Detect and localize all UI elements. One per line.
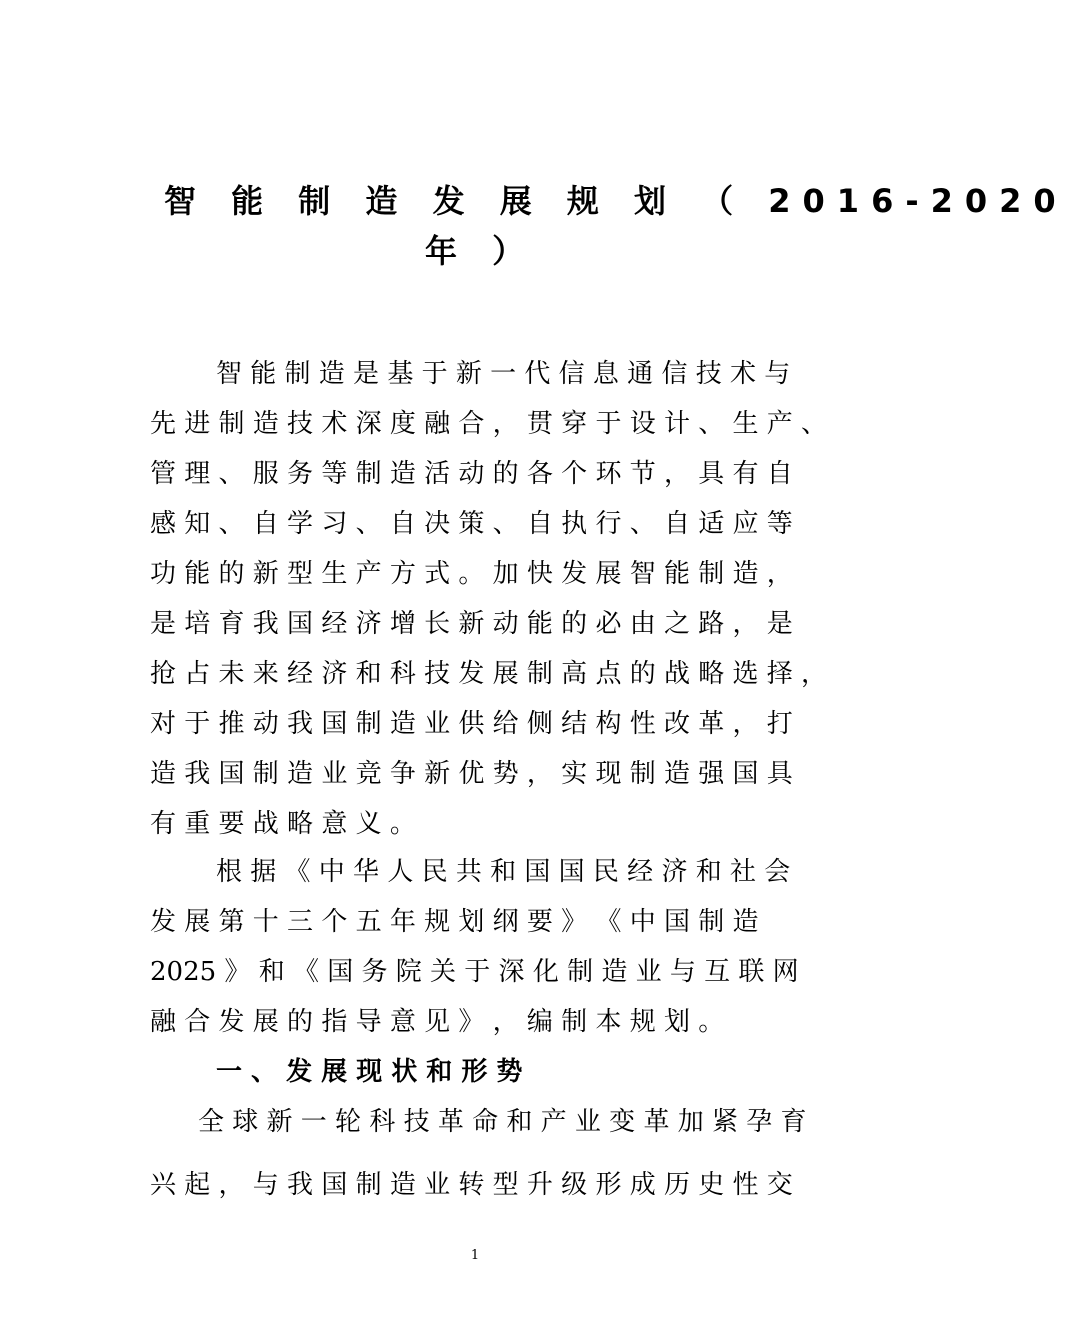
paragraph-line: 造 我 国 制 造 业 竞 争 新 优 势 ， 实 现 制 造 强 国 具 <box>150 759 793 789</box>
paragraph-line: 2025 》 和 《 国 务 院 关 于 深 化 制 造 业 与 互 联 网 <box>150 957 799 987</box>
paragraph-line: 是 培 育 我 国 经 济 增 长 新 动 能 的 必 由 之 路 ， 是 <box>150 609 793 639</box>
section-heading: 一 、 发 展 现 状 和 形 势 <box>216 1057 523 1087</box>
page-number: 1 <box>470 1248 480 1263</box>
paragraph-line: 对 于 推 动 我 国 制 造 业 供 给 侧 结 构 性 改 革 ， 打 <box>150 709 793 739</box>
paragraph-line: 功 能 的 新 型 生 产 方 式 。 加 快 发 展 智 能 制 造 ， <box>150 559 793 589</box>
document-title-line-1: 智 能 制 造 发 展 规 划 （ 2016-2020 <box>164 182 1068 220</box>
paragraph-line: 兴 起 ， 与 我 国 制 造 业 转 型 升 级 形 成 历 史 性 交 <box>150 1170 793 1200</box>
paragraph-line: 有 重 要 战 略 意 义 。 <box>150 809 416 839</box>
paragraph-line: 抢 占 未 来 经 济 和 科 技 发 展 制 高 点 的 战 略 选 择 ， <box>150 659 828 689</box>
document-title-line-2: 年 ） <box>425 232 537 270</box>
paragraph-line: 发 展 第 十 三 个 五 年 规 划 纲 要 》 《 中 国 制 造 <box>150 907 759 937</box>
paragraph-line: 先 进 制 造 技 术 深 度 融 合 ， 贯 穿 于 设 计 、 生 产 、 <box>150 409 828 439</box>
paragraph-line: 智 能 制 造 是 基 于 新 一 代 信 息 通 信 技 术 与 <box>216 359 791 389</box>
paragraph-line: 融 合 发 展 的 指 导 意 见 》 ， 编 制 本 规 划 。 <box>150 1007 725 1037</box>
paragraph-line: 全 球 新 一 轮 科 技 革 命 和 产 业 变 革 加 紧 孕 育 <box>198 1107 807 1137</box>
paragraph-line: 根 据 《 中 华 人 民 共 和 国 国 民 经 济 和 社 会 <box>216 857 791 887</box>
paragraph-line: 管 理 、 服 务 等 制 造 活 动 的 各 个 环 节 ， 具 有 自 <box>150 459 793 489</box>
paragraph-line: 感 知 、 自 学 习 、 自 决 策 、 自 执 行 、 自 适 应 等 <box>150 509 793 539</box>
